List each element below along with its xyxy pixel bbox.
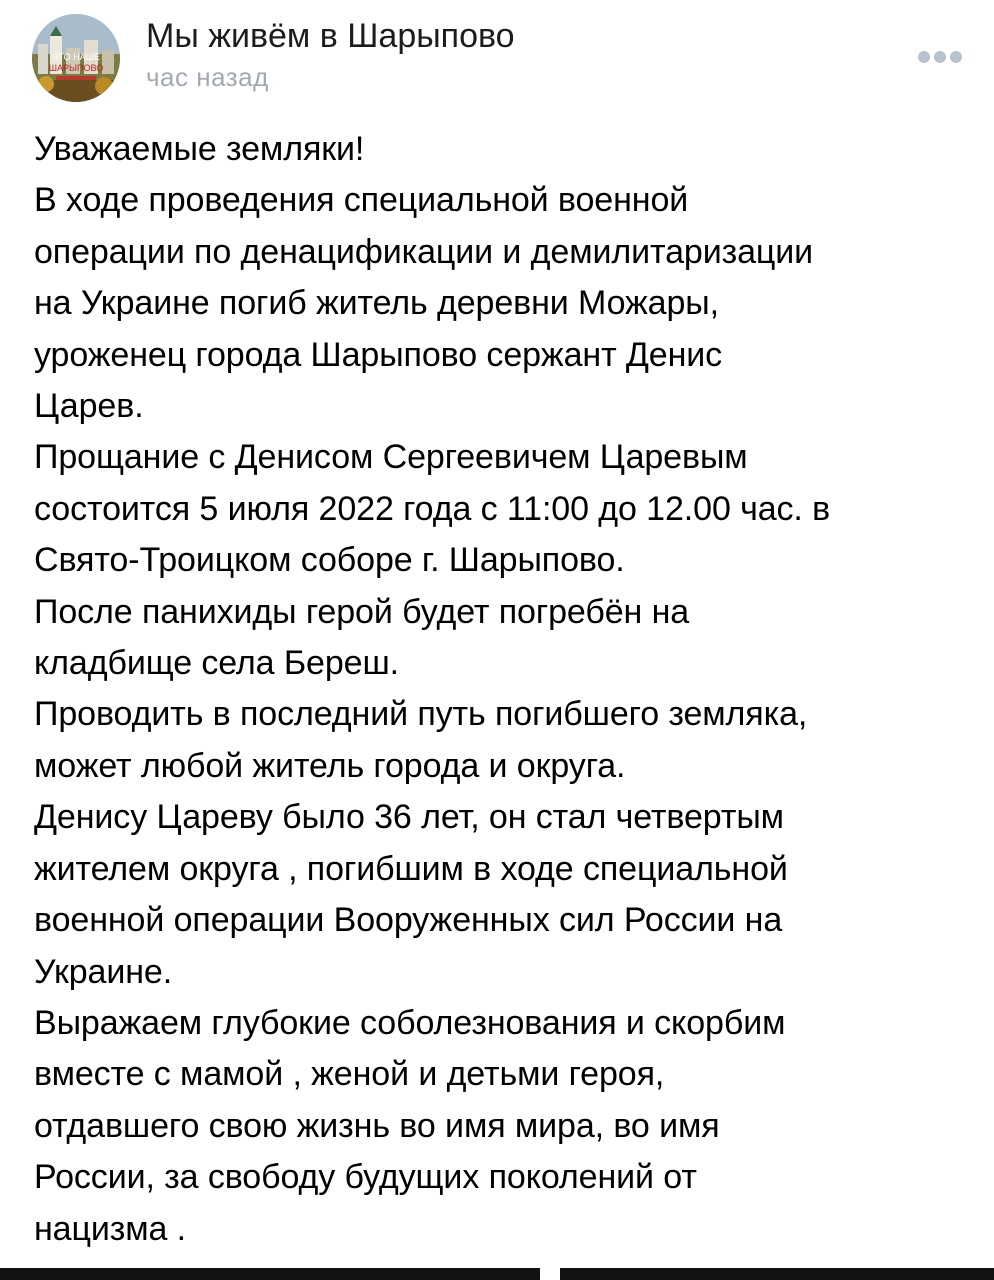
group-avatar-icon (32, 14, 120, 102)
post-paragraph-announcement: В ходе проведения специальной военной операции по денацификации и демилитаризации на Украине погиб житель деревни Можары, уроженец города Шарыпово сержант Денис Царев. (34, 181, 814, 426)
post-timestamp[interactable]: час назад (146, 62, 269, 92)
post-text (34, 124, 974, 1255)
post-paragraph-condolences: Выражаем глубокие соболезнования и скорбим вместе с мамой , женой и детьми героя, отдавшего свою жизнь во имя мира, во имя России, за свободу будущих поколений от нацизма . (34, 1003, 786, 1248)
more-options-icon (912, 42, 968, 72)
avatar-text-line2: ШАРЫПОВО (48, 63, 104, 73)
post-header (0, 0, 994, 120)
post-paragraph-farewell: Прощание с Денисом Сергеевичем Царевым состоится 5 июля 2022 года с 11:00 до 12.00 час. в Свято-Троицком соборе г. Шарыпово. (34, 438, 831, 580)
header-text (146, 14, 515, 94)
post-paragraph-details: Денису Цареву было 36 лет, он стал четвертым жителем округа , погибшим в ходе специальной военной операции Вооруженных сил России на Украине. (34, 798, 788, 991)
post-paragraph-invitation: Проводить в последний путь погибшего земляка, может любой житель города и округа. (34, 695, 808, 785)
avatar-text-line1: ЭТО НАШЕ (52, 52, 100, 62)
more-options-button[interactable] (912, 42, 968, 72)
media-strip-gap (540, 1268, 560, 1280)
media-strip-edge (0, 1268, 994, 1280)
group-name-link[interactable]: Мы живём в Шарыпово (146, 17, 515, 55)
post-paragraph-burial: После панихиды герой будет погребён на кладбище села Береш. (34, 592, 690, 683)
post-paragraph-greeting: Уважаемые земляки! (34, 130, 365, 168)
group-avatar[interactable] (32, 14, 120, 102)
